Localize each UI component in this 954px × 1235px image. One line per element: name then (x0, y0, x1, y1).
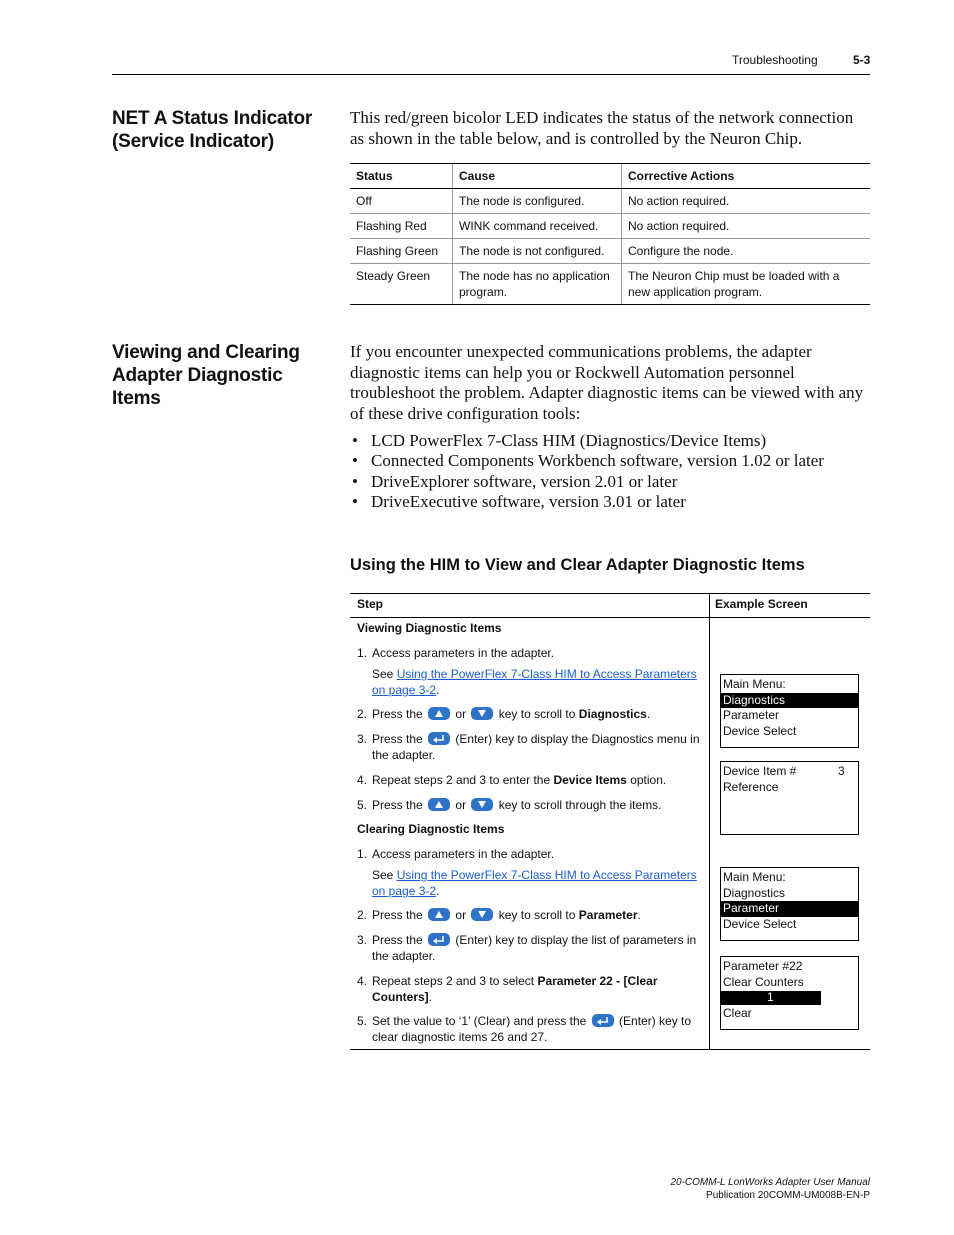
list-item: • DriveExplorer software, version 2.01 or later (350, 472, 824, 492)
table-cell: No action required. (622, 214, 871, 239)
step-number: 1. (357, 847, 368, 861)
step-number: 1. (357, 646, 368, 660)
table-row (350, 239, 870, 264)
tools-list (350, 431, 824, 512)
table-row (350, 189, 870, 214)
actions-col-header: Corrective Actions (622, 164, 871, 189)
page-number: 5-3 (853, 53, 871, 67)
step-text: Repeat steps 2 and 3 to enter the Device Items option. (372, 773, 667, 787)
step-text: Press the (Enter) key to display the Diagnostics menu in the adapter. (372, 732, 700, 762)
footer-publication: Publication 20COMM-UM008B-EN-P (706, 1190, 870, 1201)
cause-col-header: Cause (453, 164, 622, 189)
highlighted-menu-item: Parameter (721, 901, 858, 917)
table-cell: Configure the node. (622, 239, 871, 264)
step-text: Press the or key to scroll to Parameter. (372, 908, 641, 922)
step-number: 3. (357, 732, 368, 746)
net-status-intro: This red/green bicolor LED indicates the status of the network connection as shown in the table below, and is controlled by the Neuron Chip. (350, 108, 854, 148)
step-text: Press the or key to scroll through the items. (372, 798, 662, 812)
status-table-header (350, 164, 870, 189)
table-cell: The node is not configured. (453, 239, 622, 264)
him-subheading: Using the HIM to View and Clear Adapter Diagnostic Items (350, 556, 805, 574)
footer-manual-title: 20-COMM-L LonWorks Adapter User Manual (670, 1177, 870, 1188)
step-table-bottom-rule (350, 1049, 870, 1050)
access-parameters-link[interactable]: Using the PowerFlex 7-Class HIM to Access Parameters on page 3-2 (372, 667, 697, 697)
step-number: 4. (357, 974, 368, 988)
step-table-top-rule (350, 593, 870, 594)
device-item-value: 3 (838, 764, 845, 778)
step-col-header: Step (357, 597, 384, 611)
step-text: Press the or key to scroll to Diagnostics. (372, 707, 651, 721)
running-header-section: Troubleshooting (732, 53, 818, 67)
up-arrow-key-icon (428, 908, 450, 921)
step-text: Press the (Enter) key to display the list of parameters in the adapter. (372, 933, 697, 963)
list-item: • Connected Components Workbench software, version 1.02 or later (350, 451, 824, 471)
table-cell: The node has no application program. (453, 264, 622, 305)
table-cell: WINK command received. (453, 214, 622, 239)
down-arrow-key-icon (471, 798, 493, 811)
step-text: Access parameters in the adapter. (372, 646, 555, 660)
diagnostics-intro: If you encounter unexpected communications problems, the adapter diagnostic items can help you or Rockwell Automation personnel troubleshoot the problem. Adapter diagnostic items can be viewed with any of these drive configuration tools: (350, 342, 864, 423)
step-number: 5. (357, 1014, 368, 1028)
access-parameters-link[interactable]: Using the PowerFlex 7-Class HIM to Access Parameters on page 3-2 (372, 868, 697, 898)
step-table-column-divider (709, 593, 710, 1050)
list-item: • DriveExecutive software, version 3.01 or later (350, 492, 824, 512)
down-arrow-key-icon (471, 908, 493, 921)
step-number: 3. (357, 933, 368, 947)
highlighted-menu-item: Diagnostics (721, 693, 858, 709)
enter-key-icon (592, 1014, 614, 1027)
step-text: Access parameters in the adapter. (372, 847, 555, 861)
table-cell: Steady Green (350, 264, 453, 305)
step-text: Repeat steps 2 and 3 to select Parameter 22 - [Clear Counters]. (372, 974, 658, 1004)
step-table-header-rule (350, 617, 870, 618)
table-cell: Flashing Green (350, 239, 453, 264)
step-text: Set the value to ‘1’ (Clear) and press the (Enter) key to clear diagnostic items 26 and 27. (372, 1014, 692, 1044)
table-cell: Off (350, 189, 453, 214)
step-see: See Using the PowerFlex 7-Class HIM to Access Parameters on page 3-2. (372, 868, 697, 898)
status-table (350, 163, 870, 305)
clear-counters-value: 1 (767, 990, 774, 1004)
enter-key-icon (428, 732, 450, 745)
up-arrow-key-icon (428, 798, 450, 811)
him-screen-device-item: Device Item # 3 Reference (720, 761, 859, 835)
status-col-header: Status (350, 164, 453, 189)
list-item: • LCD PowerFlex 7-Class HIM (Diagnostics/Device Items) (350, 431, 824, 451)
up-arrow-key-icon (428, 707, 450, 720)
step-see: See Using the PowerFlex 7-Class HIM to Access Parameters on page 3-2. (372, 667, 697, 697)
table-cell: Flashing Red (350, 214, 453, 239)
diagnostics-heading: Viewing and Clearing Adapter Diagnostic Items (112, 342, 300, 409)
screen-col-header: Example Screen (715, 597, 808, 611)
net-status-heading: NET A Status Indicator (Service Indicator) (112, 108, 313, 152)
down-arrow-key-icon (471, 707, 493, 720)
him-screen-clear-counters: Parameter #22 Clear Counters 1 Clear (720, 956, 859, 1030)
step-number: 5. (357, 798, 368, 812)
enter-key-icon (428, 933, 450, 946)
table-row (350, 214, 870, 239)
table-cell: No action required. (622, 189, 871, 214)
step-number: 2. (357, 908, 368, 922)
header-rule (112, 74, 870, 75)
step-number: 4. (357, 773, 368, 787)
clearing-label: Clearing Diagnostic Items (357, 822, 505, 836)
table-cell: The Neuron Chip must be loaded with a new application program. (622, 264, 871, 305)
table-row (350, 264, 870, 305)
him-screen-main-menu-diagnostics: Main Menu: Diagnostics Parameter Device Select (720, 674, 859, 748)
viewing-label: Viewing Diagnostic Items (357, 621, 502, 635)
him-screen-main-menu-parameter: Main Menu: Diagnostics Parameter Device Select (720, 867, 859, 941)
table-cell: The node is configured. (453, 189, 622, 214)
step-number: 2. (357, 707, 368, 721)
